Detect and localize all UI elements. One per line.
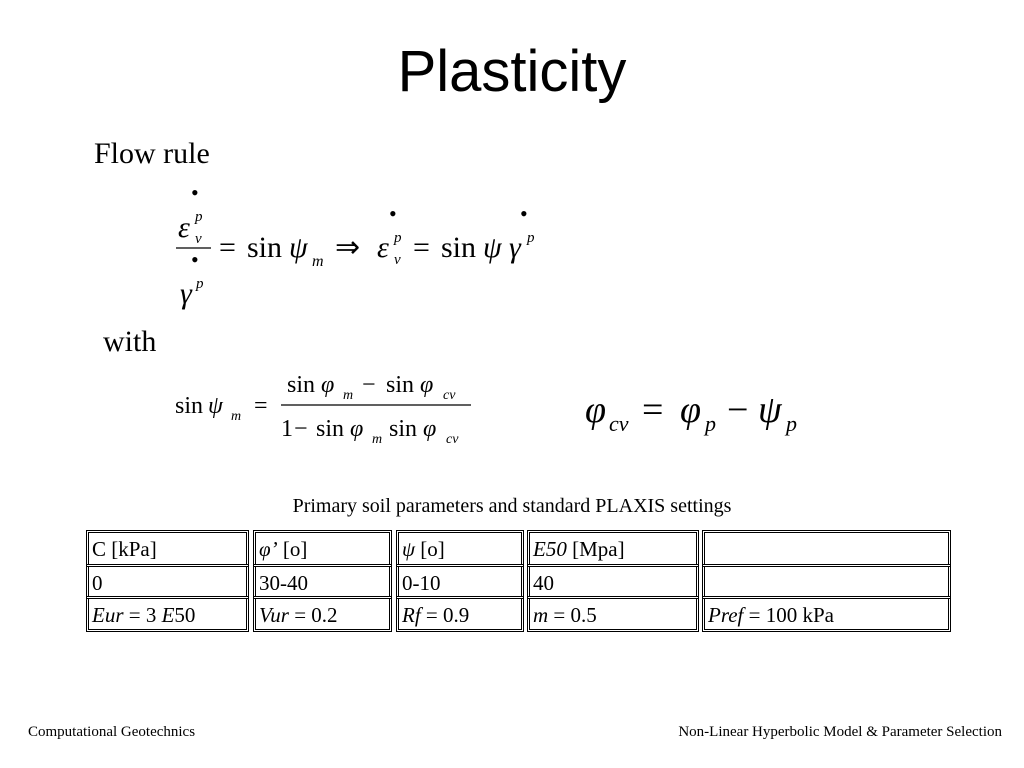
strain-rate-symbol: ε (377, 231, 389, 264)
cell-text: φ’ (259, 537, 278, 561)
superscript: p (195, 209, 203, 225)
implies-symbol: ⇒ (335, 231, 361, 264)
friction-angle-symbol: φ (680, 389, 702, 431)
cell-text: Eur (92, 603, 124, 627)
cell-text: 50 (174, 603, 196, 627)
cell-text: Pref (708, 603, 744, 627)
cell-text: E50 (533, 537, 567, 561)
minus-sign: − (727, 389, 749, 431)
sin-function: sin (247, 231, 283, 264)
subscript: p (786, 411, 797, 436)
subscript: v (195, 231, 202, 247)
dilatancy-symbol: ψ (483, 231, 502, 264)
subscript: m (312, 253, 324, 270)
table-cell (396, 564, 524, 599)
cell-text: = 0.5 (548, 603, 597, 627)
cell-text: Rf (402, 603, 421, 627)
table-cell (396, 530, 524, 567)
superscript: p (527, 230, 535, 246)
dot-icon: • (191, 247, 199, 272)
subscript: v (394, 252, 401, 268)
table-cell (702, 564, 951, 599)
dilatancy-symbol: ψ (208, 393, 223, 419)
subscript: cv (609, 411, 629, 436)
equals-sign: = (219, 231, 236, 264)
cell-text: = 0.2 (288, 603, 338, 627)
friction-angle-symbol: φ (420, 372, 434, 398)
equals-sign: = (413, 231, 430, 264)
cell-text: = 3 (123, 603, 162, 627)
table-cell (86, 596, 249, 632)
cell-text: = 0.9 (420, 603, 470, 627)
dilatancy-symbol: ψ (758, 389, 782, 431)
cell-text: [o] (277, 537, 308, 561)
dilatancy-symbol: ψ (289, 231, 308, 264)
cell-text: = 100 kPa (743, 603, 834, 627)
cell-text: [o] (415, 537, 445, 561)
sin-function: sin (441, 231, 477, 264)
cell-text: 30-40 (259, 571, 308, 595)
cell-text: m (533, 603, 549, 627)
shear-strain-symbol: γ (509, 231, 521, 264)
minus-sign: − (294, 416, 308, 442)
minus-sign: − (362, 372, 376, 398)
flow-rule-equation (176, 180, 535, 310)
subscript: cv (443, 388, 456, 403)
equals-sign: = (254, 393, 268, 419)
sin-function: sin (316, 416, 345, 442)
cell-text: E (161, 603, 175, 627)
dot-icon: • (191, 180, 199, 205)
subscript: cv (446, 432, 459, 447)
subscript: p (705, 411, 716, 436)
sin-function: sin (287, 372, 316, 398)
table-cell (527, 596, 699, 632)
table-cell (253, 564, 392, 599)
table-cell (527, 530, 699, 567)
table-cell (702, 530, 951, 567)
dot-icon: • (520, 201, 528, 226)
table-cell (396, 596, 524, 632)
subscript: m (372, 432, 383, 447)
cell-text: 0-10 (402, 571, 441, 595)
table-cell (86, 564, 249, 599)
table-cell (702, 596, 951, 632)
friction-angle-symbol: φ (585, 389, 607, 431)
subscript: m (231, 409, 242, 424)
shear-strain-symbol: γ (180, 277, 192, 310)
sin-function: sin (175, 393, 204, 419)
slide-title: Plasticity (397, 39, 627, 104)
critical-state-equation (585, 389, 797, 436)
footer-right: Non-Linear Hyperbolic Model & Parameter Selection (678, 724, 1002, 740)
table-cell (86, 530, 249, 567)
table-cell (253, 596, 392, 632)
sin-function: sin (389, 416, 418, 442)
table-cell (527, 564, 699, 599)
subscript: m (343, 388, 354, 403)
friction-angle-symbol: φ (350, 416, 364, 442)
cell-text: Vur (259, 603, 289, 627)
flow-rule-label: Flow rule (94, 137, 210, 170)
strain-rate-symbol: ε (178, 211, 190, 244)
table-caption: Primary soil parameters and standard PLAXIS settings (292, 495, 732, 517)
equals-sign: = (642, 389, 664, 431)
mobilised-dilatancy-equation (175, 372, 471, 447)
friction-angle-symbol: φ (321, 372, 335, 398)
superscript: p (394, 230, 402, 246)
dot-icon: • (389, 201, 397, 226)
cell-text: C [kPa] (92, 537, 157, 561)
friction-angle-symbol: φ (423, 416, 437, 442)
cell-text: 0 (92, 571, 103, 595)
with-label: with (103, 325, 157, 358)
cell-text: [Mpa] (566, 537, 625, 561)
sin-function: sin (386, 372, 415, 398)
footer-left: Computational Geotechnics (28, 724, 196, 740)
table-cell (253, 530, 392, 567)
cell-text: 40 (533, 571, 554, 595)
superscript: p (196, 276, 204, 292)
cell-text: ψ (402, 537, 416, 561)
one-digit: 1 (281, 416, 293, 442)
